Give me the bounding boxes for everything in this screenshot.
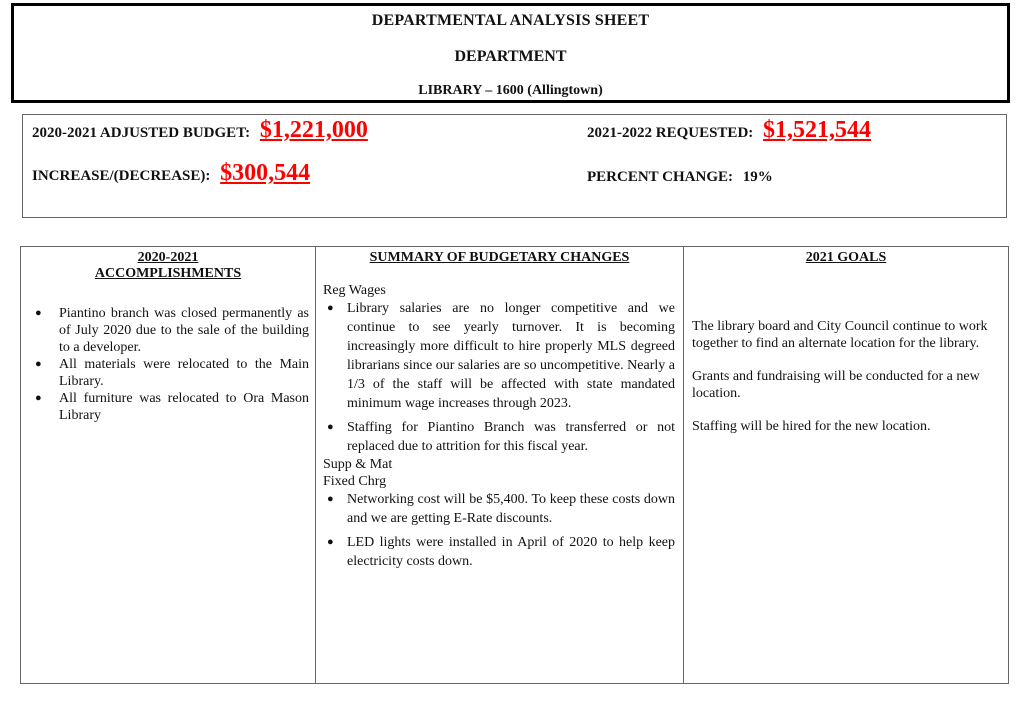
header-box bbox=[11, 3, 1010, 103]
bullet-icon: ● bbox=[35, 358, 42, 370]
bullet-icon: ● bbox=[327, 493, 334, 505]
goals-heading: 2021 GOALS bbox=[805, 250, 887, 265]
list-item-text: Piantino branch was closed permanently as of July 2020 due to the sale of the building to a developer. bbox=[59, 306, 309, 355]
increase-value: $300,544 bbox=[220, 160, 311, 186]
reg-wages-list bbox=[323, 299, 675, 456]
list-item-text: All materials were relocated to the Main Library. bbox=[59, 357, 309, 389]
bullet-icon: ● bbox=[327, 302, 334, 314]
adjusted-budget-value: $1,221,000 bbox=[259, 117, 368, 143]
bullet-icon: ● bbox=[35, 307, 42, 319]
accomplishments-heading-title: ACCOMPLISHMENTS bbox=[94, 266, 242, 281]
goal-item: Staffing will be hired for the new location. bbox=[692, 419, 931, 434]
percent-change bbox=[587, 169, 773, 186]
accomplishments-list bbox=[31, 305, 309, 424]
accomplishments-heading-year: 2020-2021 bbox=[137, 250, 199, 265]
accomplishments-heading bbox=[21, 250, 315, 282]
list-item-text: Library salaries are no longer competitive and we continue to see yearly turnover. It is becoming increasingly more difficult to hire properly MLS degreed librarians since our salaries are so uncompetitive. Nearly a 1/3 of the staff will be affected with state mandated minimum wage increases through 2023. bbox=[347, 301, 675, 411]
budget-summary-box bbox=[22, 114, 1007, 218]
bullet-icon: ● bbox=[327, 536, 334, 548]
list-item-text: Staffing for Piantino Branch was transferred or not replaced due to attrition for this fiscal year. bbox=[347, 420, 675, 454]
list-item bbox=[31, 305, 309, 356]
list-item bbox=[323, 418, 675, 456]
department-name: LIBRARY – 1600 (Allingtown) bbox=[418, 83, 603, 98]
percent-change-label: PERCENT CHANGE: bbox=[587, 169, 733, 185]
sheet-subtitle: DEPARTMENT bbox=[454, 48, 567, 65]
adjusted-budget-label: 2020-2021 ADJUSTED BUDGET: bbox=[32, 125, 251, 141]
reg-wages-label: Reg Wages bbox=[323, 283, 386, 298]
goal-item: Grants and fundraising will be conducted for a new location. bbox=[692, 369, 980, 401]
list-item bbox=[323, 533, 675, 571]
requested-budget-label: 2021-2022 REQUESTED: bbox=[587, 125, 754, 141]
list-item-text: All furniture was relocated to Ora Mason Library bbox=[59, 391, 309, 423]
bullet-icon: ● bbox=[35, 392, 42, 404]
list-item bbox=[31, 390, 309, 424]
analysis-table bbox=[20, 246, 1009, 684]
percent-change-value: 19% bbox=[742, 169, 773, 185]
increase-decrease bbox=[32, 160, 310, 187]
requested-budget-value: $1,521,544 bbox=[763, 117, 872, 143]
goal-item: The library board and City Council continue to work together to find an alternate location for the library. bbox=[692, 319, 988, 351]
list-item-text: Networking cost will be $5,400. To keep these costs down and we are getting E-Rate discounts. bbox=[347, 492, 675, 526]
goals-column bbox=[684, 247, 1008, 683]
accomplishments-column bbox=[21, 247, 316, 683]
requested-budget bbox=[587, 117, 871, 144]
list-item bbox=[31, 356, 309, 390]
list-item bbox=[323, 299, 675, 413]
summary-heading: SUMMARY OF BUDGETARY CHANGES bbox=[369, 250, 630, 265]
increase-label: INCREASE/(DECREASE): bbox=[32, 168, 211, 184]
list-item-text: LED lights were installed in April of 2020 to help keep electricity costs down. bbox=[347, 535, 675, 569]
bullet-icon: ● bbox=[327, 421, 334, 433]
fixed-chrg-list bbox=[323, 490, 675, 571]
supp-mat-label: Supp & Mat bbox=[323, 457, 393, 472]
sheet-title: DEPARTMENTAL ANALYSIS SHEET bbox=[371, 12, 650, 29]
summary-column bbox=[316, 247, 684, 683]
adjusted-budget bbox=[32, 117, 368, 144]
list-item bbox=[323, 490, 675, 528]
fixed-chrg-label: Fixed Chrg bbox=[323, 474, 387, 489]
